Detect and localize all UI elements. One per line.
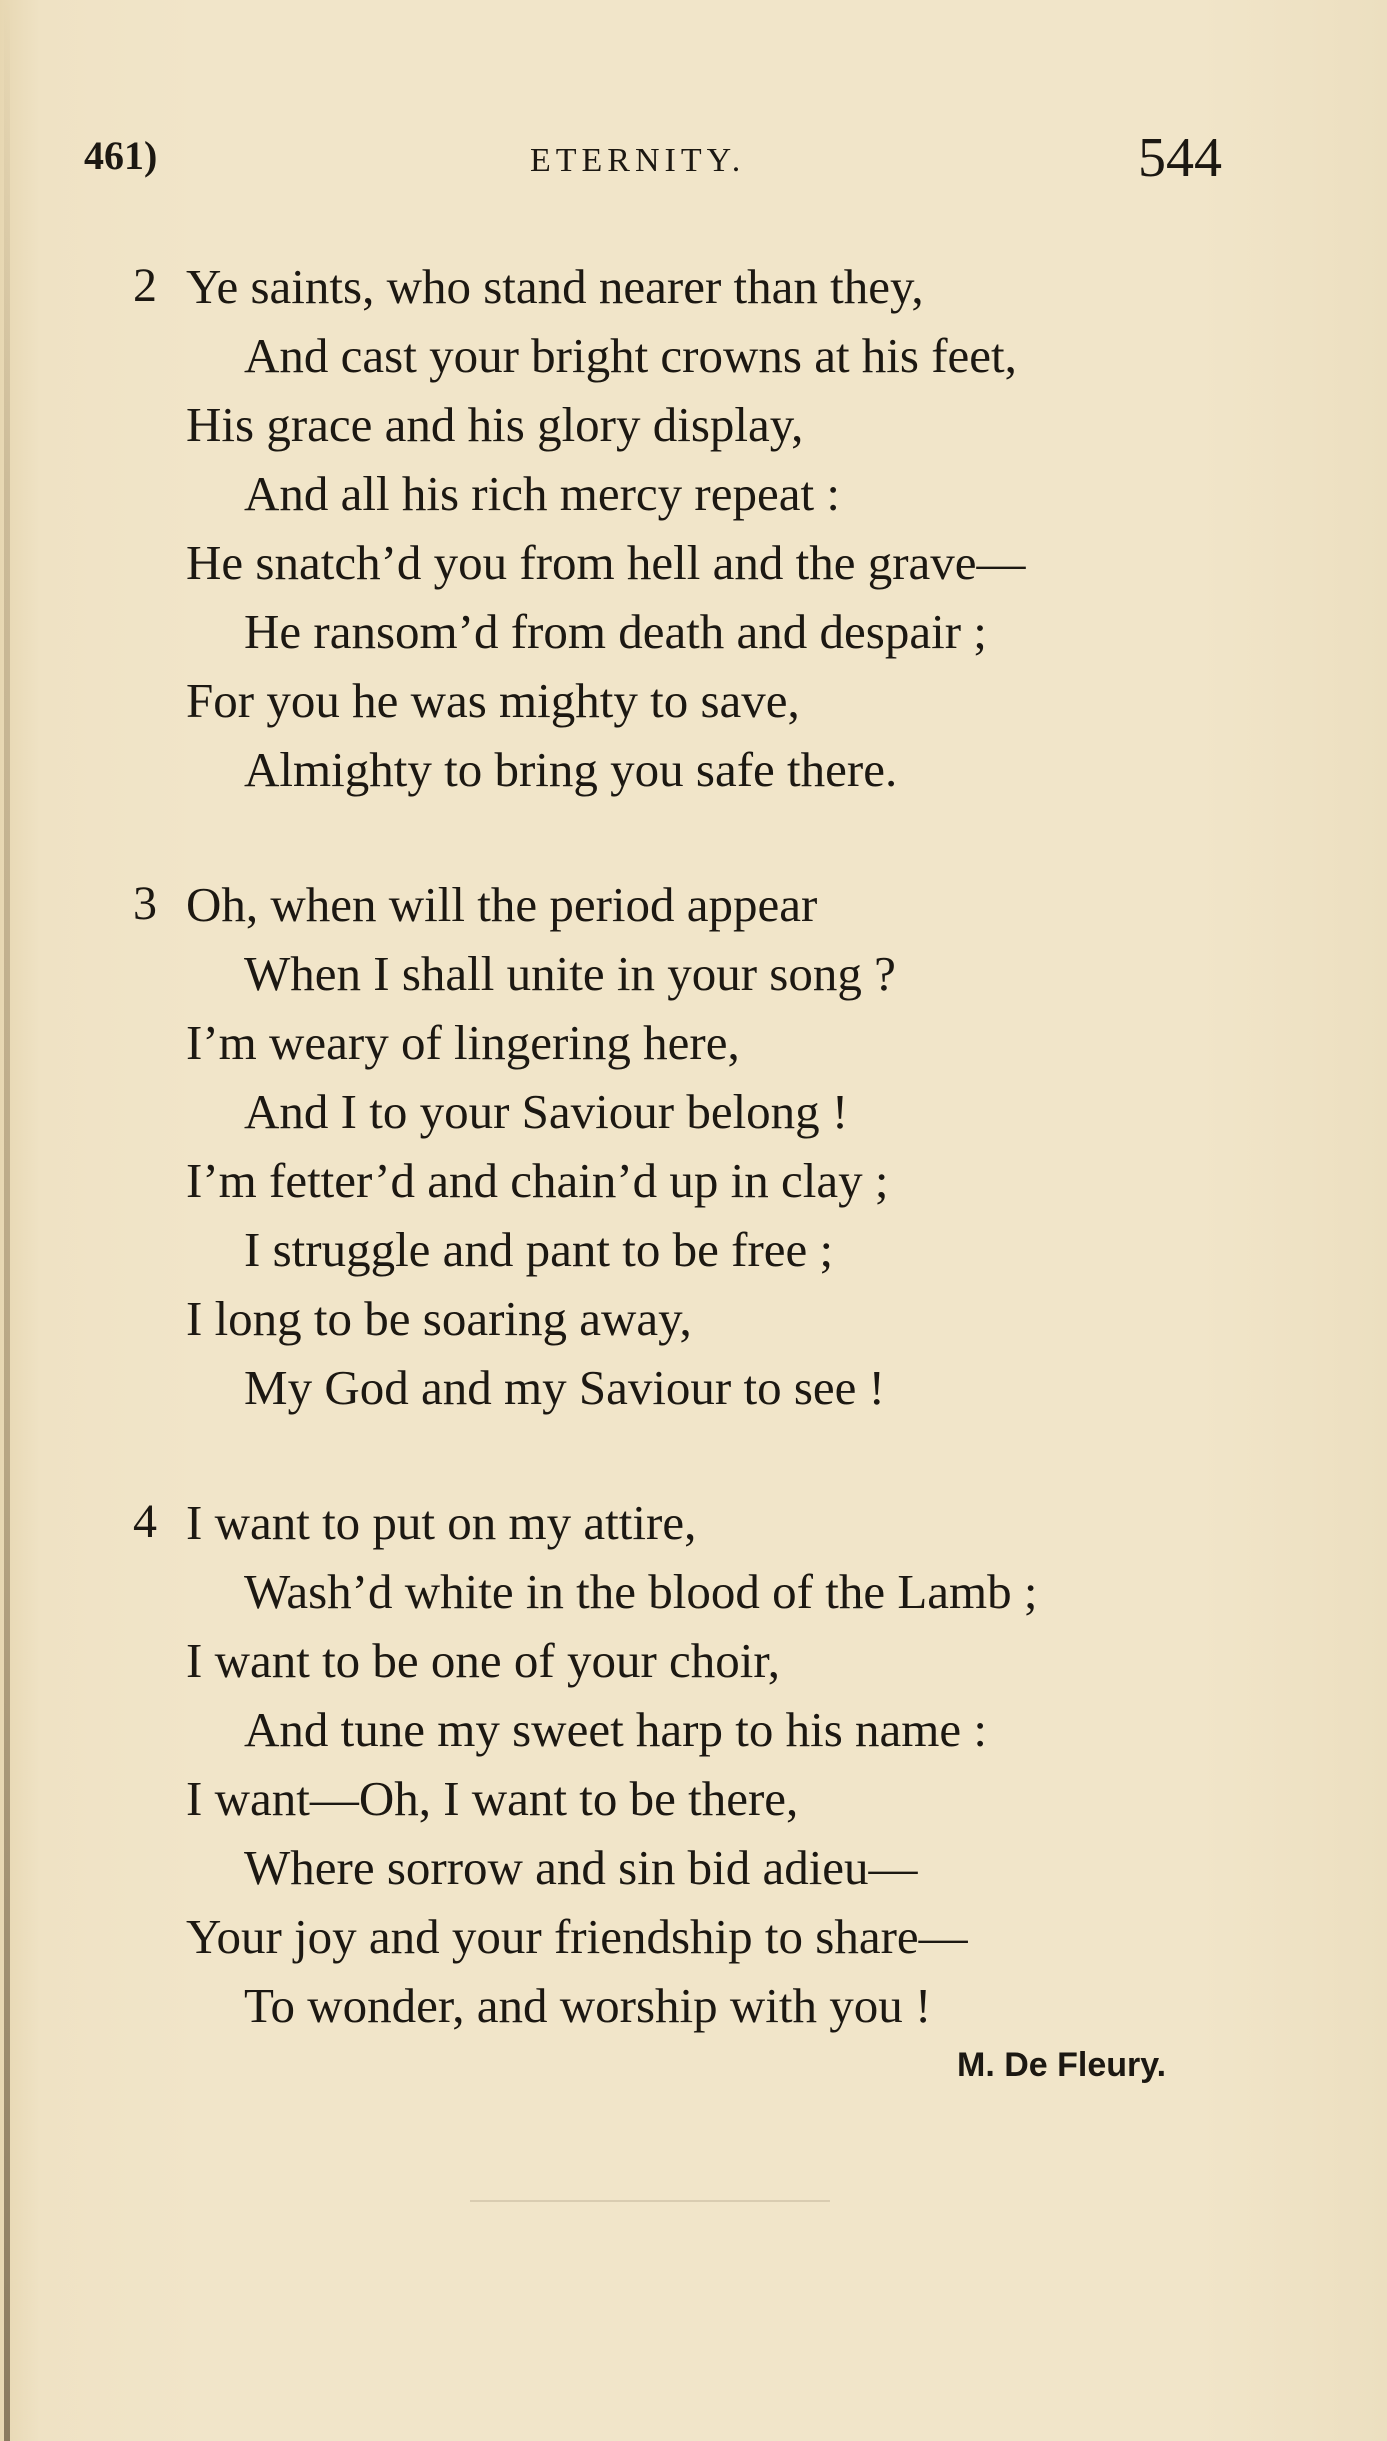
- verse-line: I’m fetter’d and chain’d up in clay ;: [186, 1153, 889, 1208]
- page-number: 544: [1138, 127, 1222, 189]
- verse-line: I want—Oh, I want to be there,: [186, 1771, 799, 1826]
- stanza-number: 3: [133, 877, 157, 930]
- running-head: [0, 126, 1387, 196]
- verse-line: He ransom’d from death and despair ;: [244, 604, 987, 659]
- author-attribution: M. De Fleury.: [957, 2046, 1167, 2084]
- stanza-number: 2: [133, 259, 157, 312]
- verse-line: And I to your Saviour belong !: [244, 1084, 849, 1139]
- verse-line: I long to be soaring away,: [186, 1291, 692, 1346]
- stanza-number: 4: [133, 1495, 157, 1548]
- verse-line: My God and my Saviour to see !: [244, 1360, 885, 1415]
- verse-line: And all his rich mercy repeat :: [244, 466, 840, 521]
- verse-line: Ye saints, who stand nearer than they,: [186, 259, 924, 314]
- verse-line: Oh, when will the period appear: [186, 877, 818, 932]
- verse-line: I want to put on my attire,: [186, 1495, 697, 1550]
- verse-line: Almighty to bring you safe there.: [244, 742, 898, 797]
- verse-line: When I shall unite in your song ?: [244, 946, 896, 1001]
- verse-line: I struggle and pant to be free ;: [244, 1222, 834, 1277]
- verse-line: His grace and his glory display,: [186, 397, 804, 452]
- verse-line: Wash’d white in the blood of the Lamb ;: [244, 1564, 1038, 1619]
- verse-line: I’m weary of lingering here,: [186, 1015, 740, 1070]
- page-title: ETERNITY.: [530, 142, 746, 179]
- verse-line: To wonder, and worship with you !: [244, 1978, 932, 2033]
- paper-blemish: [470, 2200, 830, 2202]
- hymn-number: 461): [84, 133, 158, 178]
- verse-line: For you he was mighty to save,: [186, 673, 800, 728]
- verse-line: And tune my sweet harp to his name :: [244, 1702, 988, 1757]
- page-gutter-edge: [4, 0, 10, 2441]
- verse-line: And cast your bright crowns at his feet,: [244, 328, 1017, 383]
- verse-line: Where sorrow and sin bid adieu—: [244, 1840, 918, 1895]
- verse-line: I want to be one of your choir,: [186, 1633, 781, 1688]
- verse-line: He snatch’d you from hell and the grave—: [186, 535, 1026, 590]
- verse-line: Your joy and your friendship to share—: [186, 1909, 968, 1964]
